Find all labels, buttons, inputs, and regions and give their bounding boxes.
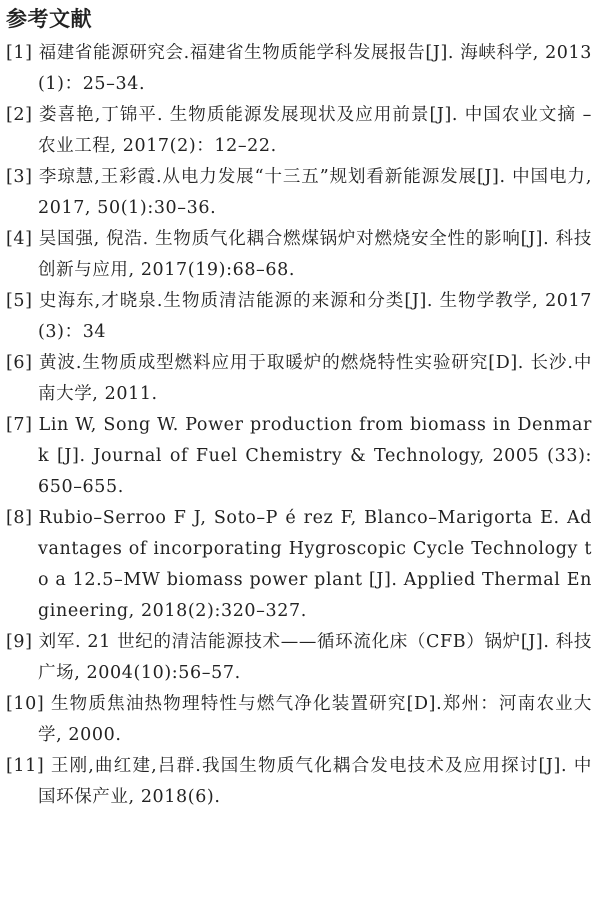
reference-text: 王刚,曲红建,吕群.我国生物质气化耦合发电技术及应用探讨[J]. 中国环保产业, 2018(6).	[38, 756, 592, 807]
reference-text: 黄波.生物质成型燃料应用于取暖炉的燃烧特性实验研究[D]. 长沙.中南大学, 2011.	[38, 353, 592, 404]
reference-list	[6, 38, 592, 813]
reference-item	[6, 100, 592, 162]
reference-number: [6]	[6, 353, 33, 373]
reference-number: [9]	[6, 632, 33, 652]
reference-text: Rubio–Serroo F J, Soto–P é rez F, Blanco–Marigorta E. Advantages of incorporating Hygroscopic Cycle Technology to a 12.5–MW biomass power plant [J]. Applied Thermal Engineering, 2018(2):320–327.	[38, 508, 592, 621]
reference-text: 史海东,才晓泉.生物质清洁能源的来源和分类[J]. 生物学教学, 2017(3)：34	[38, 291, 592, 342]
reference-item	[6, 348, 592, 410]
reference-item	[6, 38, 592, 100]
reference-item	[6, 503, 592, 627]
reference-item	[6, 162, 592, 224]
reference-number: [10]	[6, 694, 45, 714]
reference-number: [4]	[6, 229, 33, 249]
reference-item	[6, 286, 592, 348]
reference-number: [7]	[6, 415, 33, 435]
reference-item	[6, 689, 592, 751]
reference-text: 生物质焦油热物理特性与燃气净化装置研究[D].郑州：河南农业大学, 2000.	[38, 694, 592, 745]
reference-text: 吴国强, 倪浩. 生物质气化耦合燃煤锅炉对燃烧安全性的影响[J]. 科技创新与应用, 2017(19):68–68.	[38, 229, 592, 280]
reference-text: Lin W, Song W. Power production from biomass in Denmark [J]. Journal of Fuel Chemistry & Technology, 2005 (33): 650–655.	[38, 415, 592, 497]
reference-item	[6, 224, 592, 286]
reference-text: 刘军. 21 世纪的清洁能源技术——循环流化床（CFB）锅炉[J]. 科技广场, 2004(10):56–57.	[38, 632, 592, 683]
reference-number: [8]	[6, 508, 33, 528]
reference-item	[6, 627, 592, 689]
reference-item	[6, 751, 592, 813]
reference-item	[6, 410, 592, 503]
reference-text: 李琼慧,王彩霞.从电力发展“十三五”规划看新能源发展[J]. 中国电力, 2017, 50(1):30–36.	[38, 167, 592, 218]
reference-number: [3]	[6, 167, 33, 187]
reference-number: [11]	[6, 756, 45, 776]
reference-text: 娄喜艳,丁锦平. 生物质能源发展现状及应用前景[J]. 中国农业文摘 – 农业工程, 2017(2)：12–22.	[38, 105, 592, 156]
reference-number: [1]	[6, 43, 33, 63]
reference-number: [5]	[6, 291, 33, 311]
references-heading: 参考文献	[6, 7, 92, 31]
reference-text: 福建省能源研究会.福建省生物质能学科发展报告[J]. 海峡科学, 2013(1)：25–34.	[38, 43, 592, 94]
reference-number: [2]	[6, 105, 33, 125]
